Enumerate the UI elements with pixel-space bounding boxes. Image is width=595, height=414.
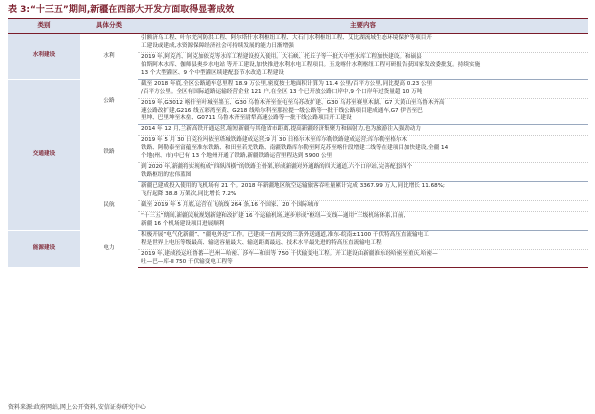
content-text: 伯斯阿木水库、伽师县奥乡水电站 等开工建设,加快推进水利水电工程项目。玉龙喀什水利枢纽工程可研报告获国家发改委批复。持续实施 <box>141 61 481 68</box>
content-text: 2019 年,G3012 喀什至叶城至墨玉、G30 乌鲁木齐至奎屯至乌苏改扩建、G30 乌苏至赛里木湖、G7 大黄山至乌鲁木齐高 <box>141 99 445 106</box>
content-text: 截至 2018 年底,全区公路通车总里程 18.9 万公里,密度按土地面积计算为 11.4 公里/百平方公里,同比提高 0.23 公里 <box>141 80 433 87</box>
content-text: 铁路枢纽的宏伟蓝图 <box>141 172 192 179</box>
header-subcategory: 具体分类 <box>80 19 138 34</box>
content-text: 积极开展“电气化新疆”、“疆电外送”工作。已建成一直两交的三条外送通道,准东-皖南±1100 千伏特高压直流输电工 <box>141 231 429 238</box>
content-text: 到 2020 年,新疆将实现构成“四纵四横”的铁路主骨架,形成新疆对外通路的四大通道,六个口岸站,完善配套四个 <box>141 164 413 171</box>
content-text: 个地(州、市)中已有 13 个地州开通了铁路,新疆铁路运营里程达到 5900 公里 <box>141 153 333 160</box>
subcategory-cell: 公路 <box>103 98 115 105</box>
content-cell <box>138 52 588 79</box>
subcategory-cell: 民航 <box>103 201 115 208</box>
subcategory-cell: 铁路 <box>103 149 115 156</box>
category-cell: 水利建设 <box>8 34 80 80</box>
header-content: 主要内容 <box>138 19 588 34</box>
table-row <box>8 230 588 249</box>
source-note: 资料来源:政府网站,网上公开资料,安信证券研究中心 <box>8 404 146 411</box>
category-cell: 能源建设 <box>8 230 80 268</box>
table-body <box>8 34 588 268</box>
content-cell <box>138 211 588 230</box>
content-cell <box>138 163 588 182</box>
table-row <box>8 125 588 136</box>
content-text: “十三五”期间,新疆民航规划新建和改扩建 16 个运输机场,逐步形成“枢纽—支线—通用”三级机场体系,目前, <box>141 212 406 219</box>
table-header-row <box>8 19 588 34</box>
content-text: 截至 2019 年 5 月底,运营在飞航线 264 条,16 个国家、20 个国际城市 <box>141 201 319 208</box>
content-text: 2014 年 12 月,兰新高铁开通运营,缩短新疆与其他省市距离,提高新疆经济集聚力和辐射力,也为旅游注入强劲动力 <box>141 126 421 133</box>
content-text: /百平方公里。全区有国际道路运输经营企业 121 户,在全区 13 个已开放公路口岸中,9 个口岸年过货量超 10 万吨 <box>141 88 423 95</box>
content-text: 新疆已建成投入使用的飞机场有 21 个。2018 年新疆地区航空运输旅客吞吐量累计完成 3367.99 万人,同比增长 11.68%; <box>141 183 445 189</box>
header-category: 类别 <box>8 19 80 34</box>
content-cell <box>138 200 588 211</box>
content-text: 新疆 16 个机场建设项目进展顺利 <box>141 220 225 227</box>
content-text: 吐—巴—库-Ⅱ 750 千伏输变电工程等 <box>141 258 233 265</box>
content-cell <box>138 136 588 163</box>
content-cell <box>138 98 588 125</box>
content-text: 工建设或建成,水资源保障经济社会可持续发展的能力日渐增强 <box>141 42 294 49</box>
achievement-table <box>8 18 588 268</box>
table-title: 表 3:“十三五”期间,新疆在西部大开发方面取得显著成效 <box>8 5 235 15</box>
content-text: 里坤、巴里坤至木垒、G0711 乌鲁木齐至尉犁高速公路等一批干线公路项目开工建设 <box>141 115 352 122</box>
table-row <box>8 182 588 201</box>
subcategory-cell: 水利 <box>103 52 115 59</box>
content-text: 2019 年,阿克肖、阿克加依克等水库工程建设投入使用。大石峡、托丘子等一批大中型水库工程加快建设。和硕县 <box>141 53 422 60</box>
content-text: 铁路、阿勒泰至富蕴至准东铁路、和田至若羌铁路、南疆铁路库尔勒至阿克苏至喀什段增建二线等在建项目加快建设,全疆 14 <box>141 145 449 152</box>
content-text: 速公路改扩建,G216 线五彩湾至黄、G218 线哈尔科至那拉提一级公路等一批干线公路项目建成通车,G7 伊吾至巴 <box>141 107 423 114</box>
table-row <box>8 34 588 53</box>
content-cell <box>138 125 588 136</box>
content-cell <box>138 34 588 53</box>
content-text: 2019 年,建成投运吐鲁番—巴州—哈密、莎车—和田等 750 千伏输变电工程。开工建设由新疆准东经哈密至重庆,哈密— <box>141 250 438 257</box>
content-cell <box>138 249 588 268</box>
content-text: 2019 年 5 月 30 日克拉玛依至塔城铁路建成运营;9 月 30 日格尔木至库尔勒铁路建成运营;库尔勒至格尔木 <box>141 137 408 144</box>
category-cell: 交通建设 <box>8 79 80 230</box>
content-cell <box>138 182 588 201</box>
content-text: 引额济乌工程、叶尔羌河防洪工程、阿尔塔什水利枢纽工程、大石门水利枢纽工程、艾比湖流域生态环境保护等项目开 <box>141 35 432 41</box>
table-row <box>8 79 588 98</box>
content-text: 13 个大型灌区、9 个中型灌区续建配套节水改造工程建设 <box>141 69 284 76</box>
content-text: 飞行起降 38.8 万架次,同比增长 7.2% <box>141 190 237 197</box>
subcategory-cell: 电力 <box>103 245 115 252</box>
content-cell <box>138 79 588 98</box>
content-text: 程是世界上电压等级最高、输送容量最大、输送距离最远、技术水平最先进的特高压直流输电工程 <box>141 239 382 246</box>
content-cell <box>138 230 588 249</box>
